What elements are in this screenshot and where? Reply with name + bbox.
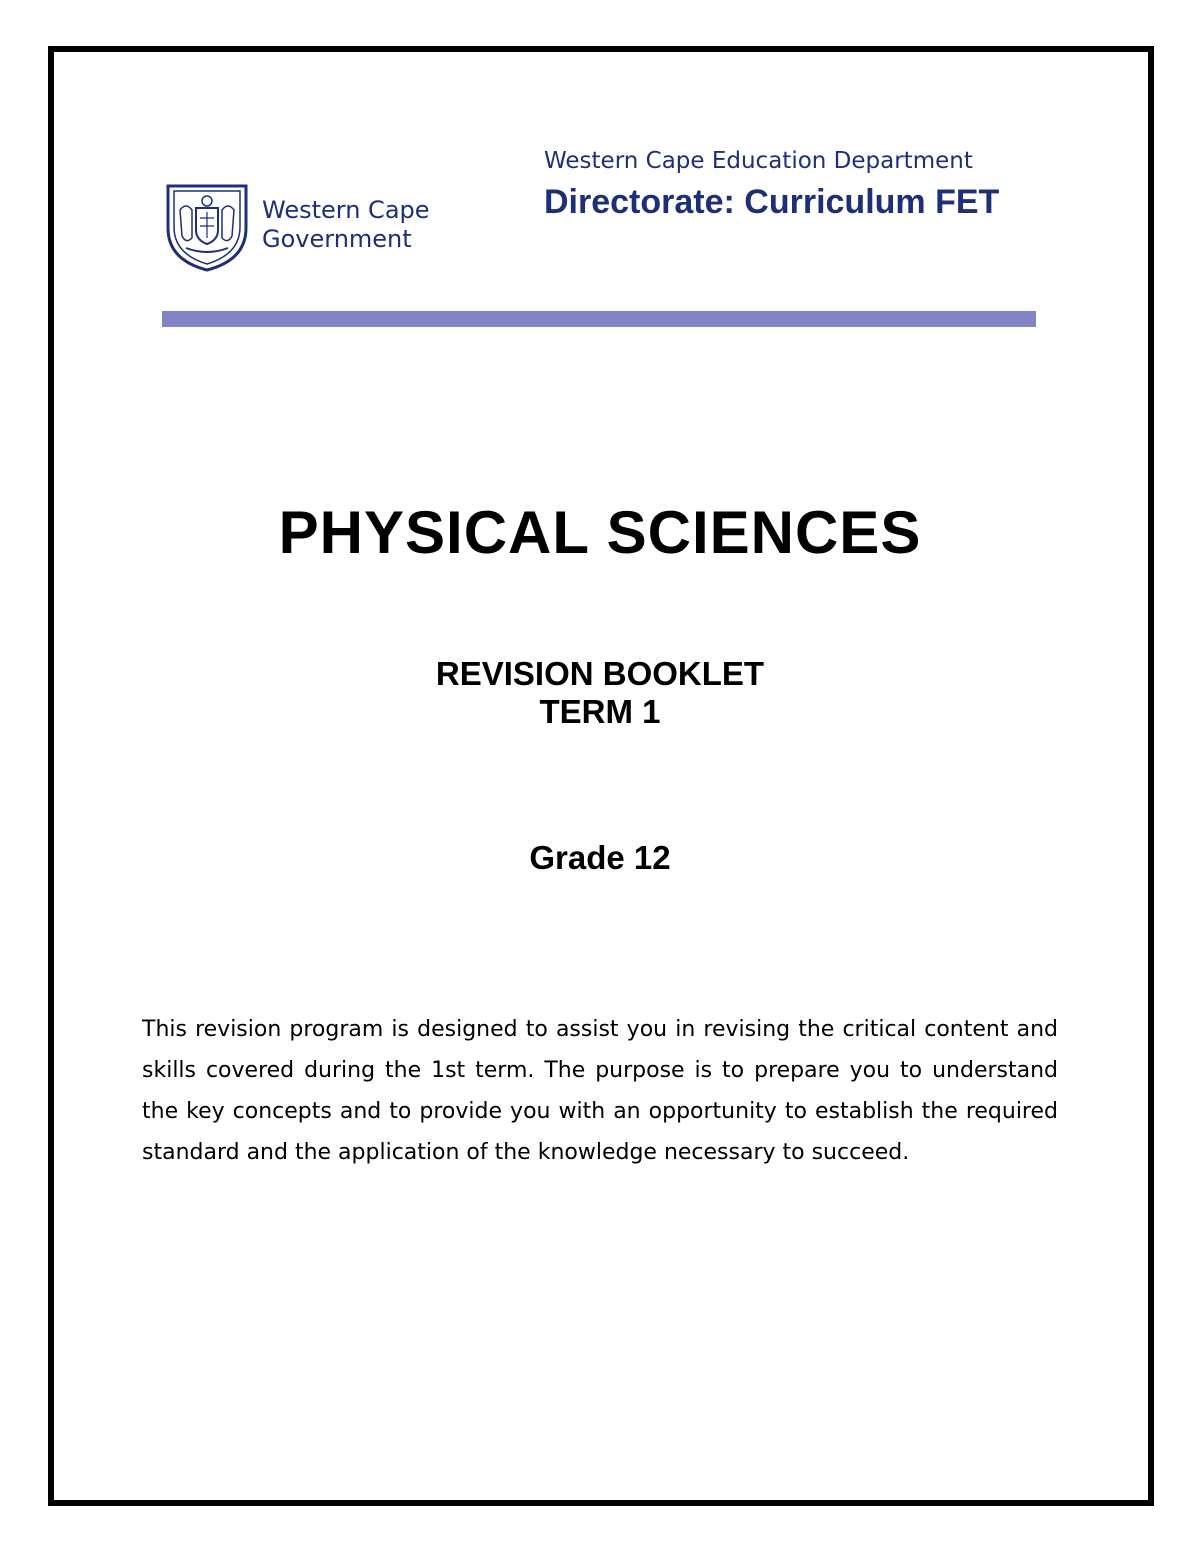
logo-org-line1: Western Cape — [262, 196, 430, 224]
department-header — [544, 145, 1064, 225]
header-divider — [162, 311, 1036, 327]
booklet-subtitle — [0, 655, 1200, 731]
grade-label: Grade 12 — [529, 839, 671, 876]
logo-org-line2: Government — [262, 225, 412, 253]
department-name: Western Cape Education Department — [544, 148, 973, 174]
coat-of-arms-icon — [162, 180, 252, 274]
western-cape-government-logo — [162, 180, 482, 274]
page-title: PHYSICAL SCIENCES — [278, 499, 922, 566]
intro-paragraph: This revision program is designed to assist you in revising the critical content and skills covered during the 1st term. The purpose is to prepare you to understand the key concepts and to provide you with an opportunity to establish the required standard and the application of the knowledge necessary to succeed. — [142, 1017, 1058, 1165]
subtitle-line1: REVISION BOOKLET — [435, 655, 765, 692]
directorate-name: Directorate: Curriculum FET — [544, 183, 1000, 221]
logo-wordmark — [262, 196, 430, 254]
subtitle-line2: TERM 1 — [539, 693, 661, 730]
